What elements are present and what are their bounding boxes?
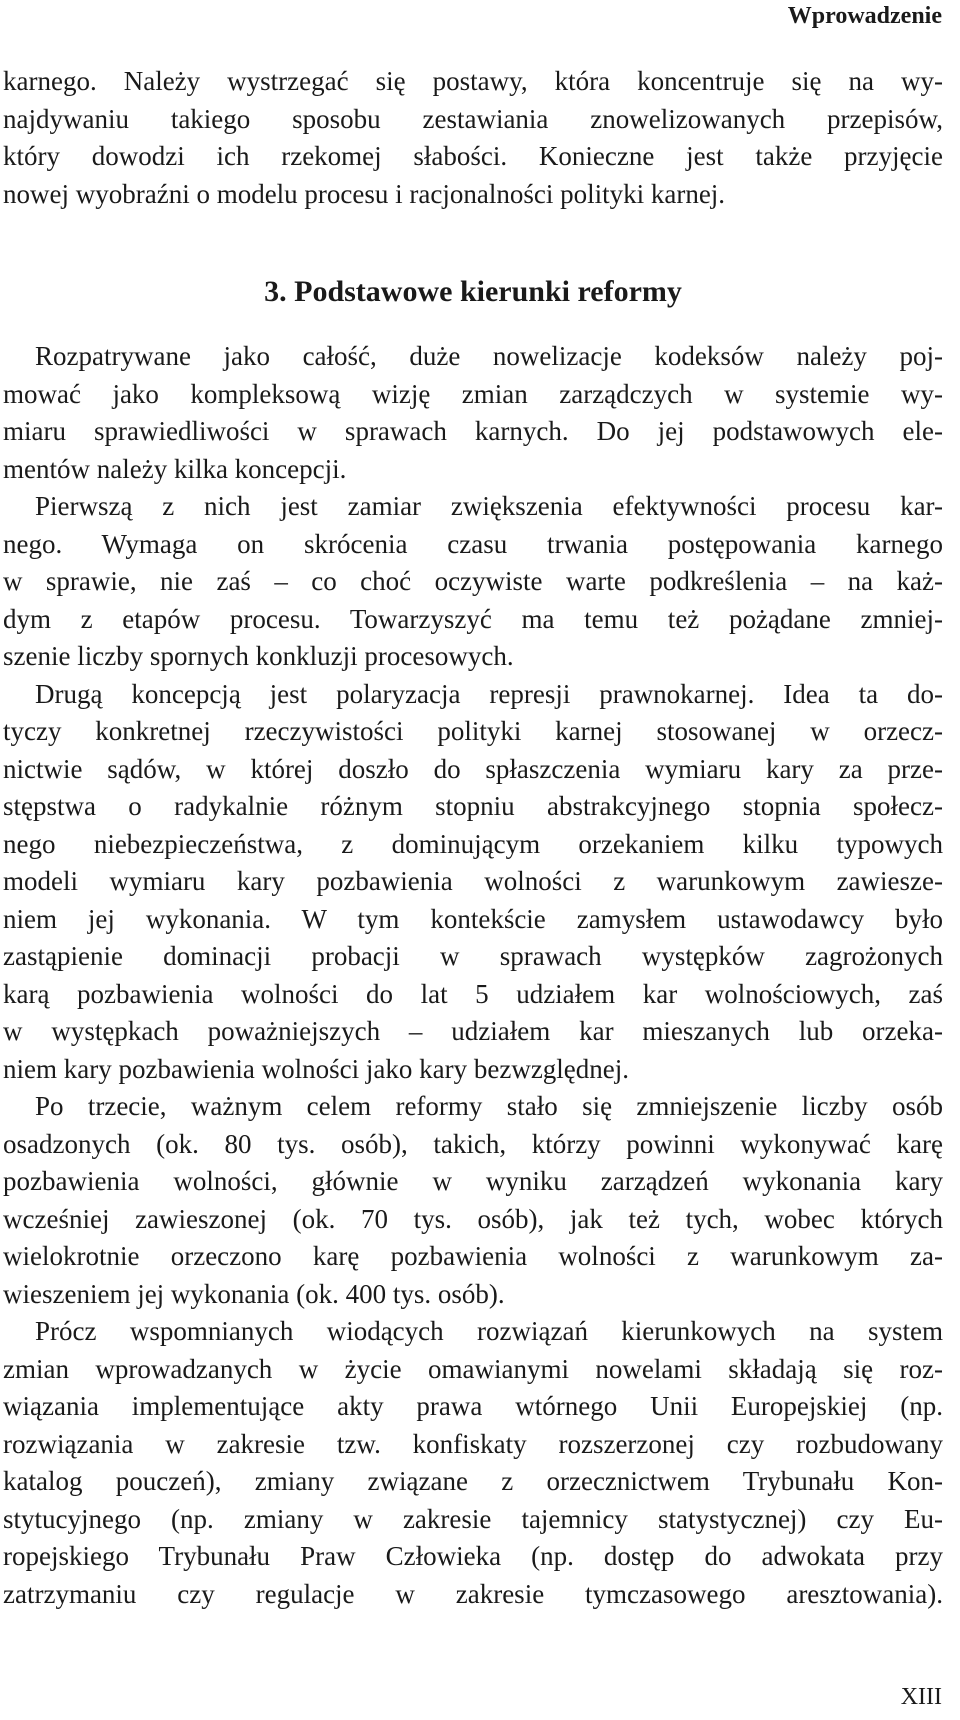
text-line: modeli wymiaru kary pozbawienia wolności z warunkowym zawiesze- — [3, 866, 943, 896]
paragraph-2 — [3, 488, 943, 676]
text-line: zatrzymaniu czy regulacje w zakresie tymczasowego aresztowania). — [3, 1578, 943, 1609]
text-line: osadzonych (ok. 80 tys. osób), takich, którzy powinni wykonywać karę — [3, 1128, 943, 1159]
text-line: w sprawie, nie zaś – co choć oczywiste warte podkreślenia – na każ- — [3, 566, 943, 596]
paragraph-3 — [3, 676, 943, 1089]
text-line: Prócz wspomnianych wiodących rozwiązań kierunkowych na system — [35, 1316, 943, 1346]
text-line: Drugą koncepcją jest polaryzacja represji prawnokarnej. Idea ta do- — [35, 678, 943, 709]
text-line: katalog pouczeń), zmiany związane z orzecznictwem Trybunału Kon- — [3, 1466, 943, 1496]
running-header: Wprowadzenie — [787, 3, 942, 29]
paragraph-1 — [3, 338, 943, 488]
section-heading: 3. Podstawowe kierunki reformy — [264, 275, 682, 308]
text-line: karą pozbawienia wolności do lat 5 udziałem kar wolnościowych, zaś — [3, 978, 943, 1009]
text-line: tyczy konkretnej rzeczywistości polityki karnej stosowanej w orzecz- — [3, 716, 943, 746]
paragraph-5 — [3, 1313, 943, 1613]
text-line: Pierwszą z nich jest zamiar zwiększenia efektywności procesu kar- — [35, 491, 943, 521]
text-line: zastąpienie dominacji probacji w sprawach występków zagrożonych — [3, 941, 943, 971]
text-line: nictwie sądów, w której doszło do spłaszczenia wymiaru kary za prze- — [3, 753, 943, 784]
text-line: nowej wyobraźni o modelu procesu i racjonalności polityki karnej. — [3, 178, 726, 209]
text-line: wcześniej zawieszonej (ok. 70 tys. osób), jak też tych, wobec których — [3, 1203, 943, 1234]
text-line: Po trzecie, ważnym celem reformy stało się zmniejszenie liczby osób — [35, 1091, 943, 1121]
text-line: mentów należy kilka koncepcji. — [3, 453, 347, 484]
text-line: ropejskiego Trybunału Praw Człowieka (np. dostęp do adwokata przy — [3, 1541, 943, 1571]
text-line: w występkach poważniejszych – udziałem kar mieszanych lub orzeka- — [3, 1016, 943, 1046]
page-number: XIII — [900, 1684, 942, 1710]
text-line: rozwiązania w zakresie tzw. konfiskaty rozszerzonej czy rozbudowany — [3, 1428, 943, 1459]
text-line: karnego. Należy wystrzegać się postawy, która koncentruje się na wy- — [3, 66, 943, 96]
text-line: szenie liczby spornych konkluzji procesowych. — [3, 641, 514, 671]
text-line: nego. Wymaga on skrócenia czasu trwania postępowania karnego — [3, 528, 943, 559]
text-line: stytucyjnego (np. zmiany w zakresie tajemnicy statystycznej) czy Eu- — [3, 1503, 943, 1534]
text-line: najdywaniu takiego sposobu zestawiania znowelizowanych przepisów, — [3, 103, 943, 134]
text-line: wieszeniem jej wykonania (ok. 400 tys. osób). — [3, 1278, 505, 1309]
page-body — [3, 63, 943, 1613]
text-line: mować jako kompleksową wizję zmian zarządczych w systemie wy- — [3, 378, 943, 409]
text-line: miaru sprawiedliwości w sprawach karnych. Do jej podstawowych ele- — [3, 416, 943, 446]
text-line: nego niebezpieczeństwa, z dominującym orzekaniem kilku typowych — [3, 828, 943, 859]
text-line: stępstwa o radykalnie różnym stopniu abstrakcyjnego stopnia społecz- — [3, 791, 943, 821]
paragraph-4 — [3, 1088, 943, 1313]
text-line: pozbawienia wolności, głównie w wyniku zarządzeń wykonania kary — [3, 1166, 943, 1196]
text-line: który dowodzi ich rzekomej słabości. Konieczne jest także przyjęcie — [3, 141, 943, 171]
text-line: wielokrotnie orzeczono karę pozbawienia wolności z warunkowym za- — [3, 1241, 943, 1271]
text-line: niem kary pozbawienia wolności jako kary bezwzględnej. — [3, 1053, 630, 1084]
intro-paragraph — [3, 63, 943, 213]
text-line: zmian wprowadzanych w życie omawianymi nowelami składają się roz- — [3, 1353, 943, 1384]
text-line: wiązania implementujące akty prawa wtórnego Unii Europejskiej (np. — [3, 1391, 943, 1421]
text-line: dym z etapów procesu. Towarzyszyć ma temu też pożądane zmniej- — [3, 603, 943, 634]
text-line: Rozpatrywane jako całość, duże nowelizacje kodeksów należy poj- — [35, 341, 943, 371]
text-line: niem jej wykonania. W tym kontekście zamysłem ustawodawcy było — [3, 903, 943, 934]
